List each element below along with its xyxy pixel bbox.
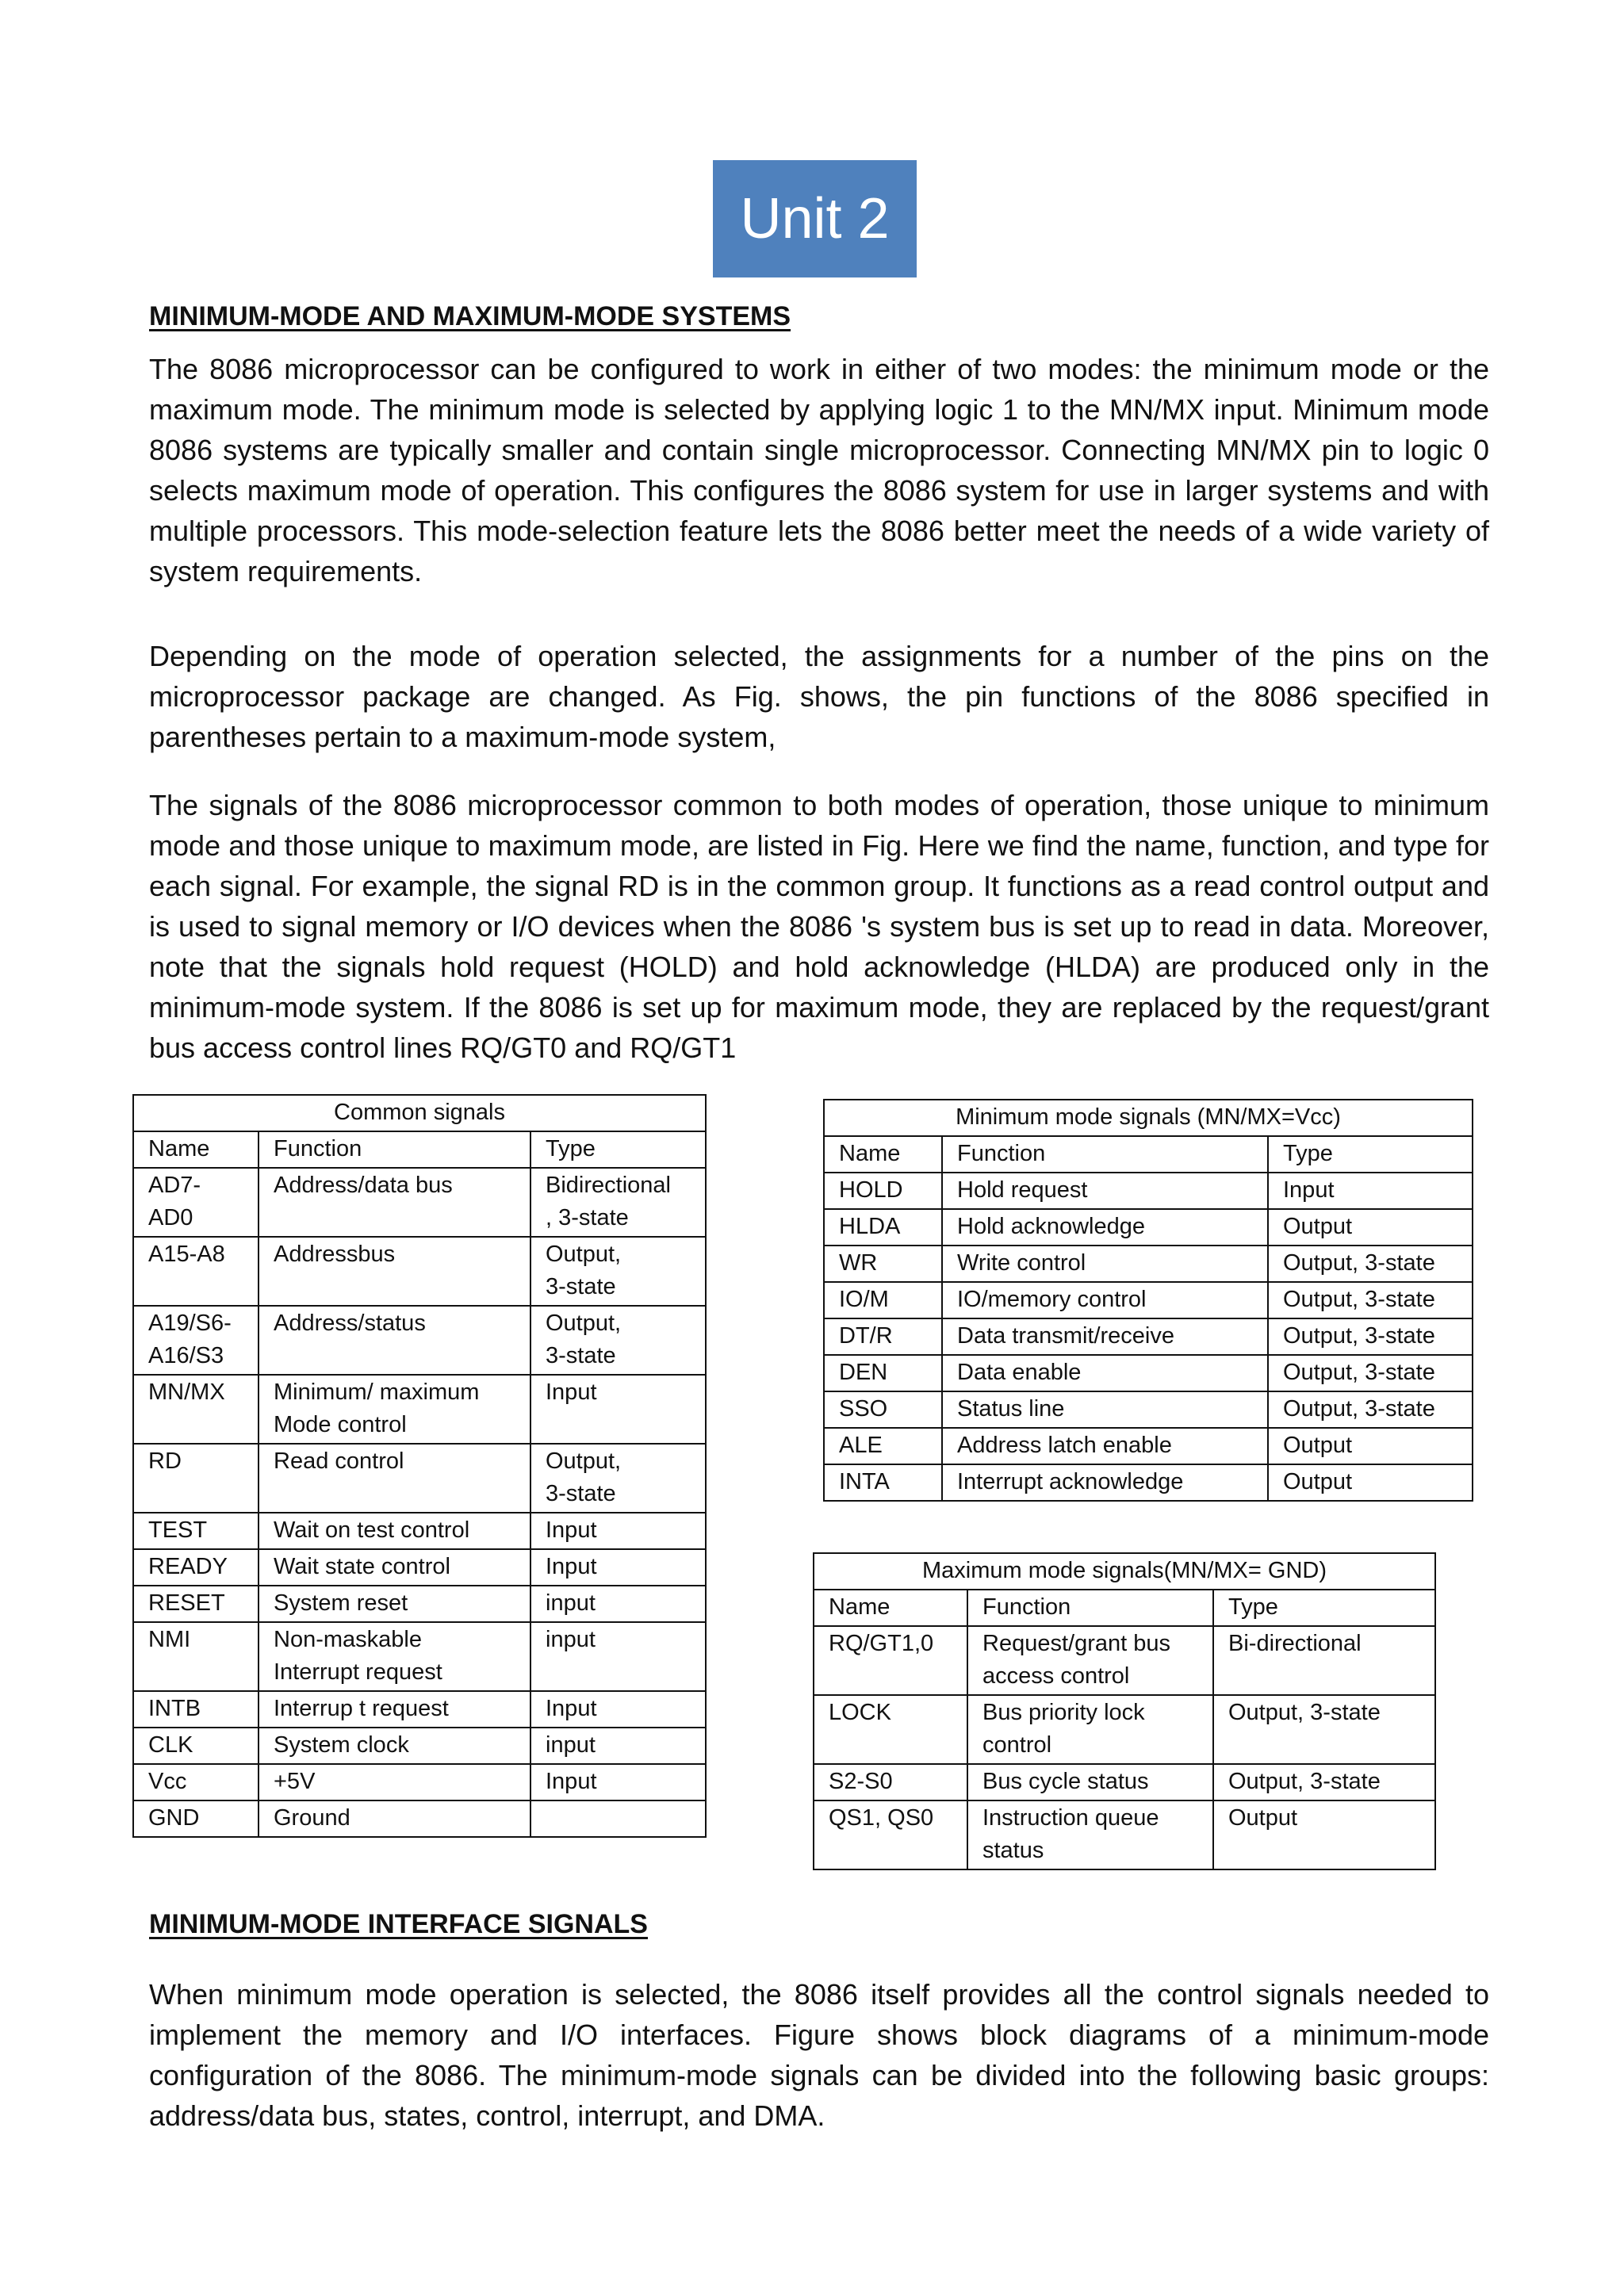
signal-type-cell: [530, 1444, 706, 1513]
table-caption-row: [133, 1095, 706, 1131]
cell-line: MN/MX: [148, 1380, 225, 1405]
cell-line: IO/memory control: [957, 1287, 1147, 1312]
signal-function-cell: [259, 1237, 530, 1306]
signal-type-cell: [530, 1728, 706, 1764]
table-row: [133, 1237, 706, 1306]
signal-type-cell: [530, 1800, 706, 1837]
cell-line: Input: [1283, 1177, 1335, 1203]
signal-function-cell: [259, 1513, 530, 1549]
signal-function-cell: [259, 1622, 530, 1691]
cell-line: 3-state: [546, 1343, 616, 1368]
signal-name-cell: [814, 1695, 967, 1764]
cell-line: CLK: [148, 1732, 193, 1758]
cell-line: Interrup t request: [274, 1696, 449, 1721]
cell-line: status: [982, 1838, 1044, 1863]
signal-name-cell: [824, 1209, 942, 1246]
table-row: [824, 1246, 1473, 1282]
table-row: [824, 1282, 1473, 1318]
column-header: Name: [133, 1131, 259, 1168]
cell-line: Input: [546, 1696, 597, 1721]
cell-line: READY: [148, 1554, 228, 1579]
signal-function-cell: [259, 1306, 530, 1375]
signal-name-cell: [133, 1237, 259, 1306]
table-row: [824, 1355, 1473, 1391]
signal-name-cell: [133, 1800, 259, 1837]
table-row: [824, 1209, 1473, 1246]
cell-line: Input: [546, 1517, 597, 1543]
cell-line: INTB: [148, 1696, 201, 1721]
table-row: [133, 1444, 706, 1513]
cell-line: SSO: [839, 1396, 888, 1422]
cell-line: HOLD: [839, 1177, 903, 1203]
cell-line: Output, 3-state: [1228, 1700, 1381, 1725]
signal-type-cell: [530, 1691, 706, 1728]
signal-name-cell: [824, 1282, 942, 1318]
signal-function-cell: [259, 1444, 530, 1513]
cell-line: Ground: [274, 1805, 350, 1831]
cell-line: Interrupt acknowledge: [957, 1469, 1184, 1494]
signal-type-cell: [1268, 1209, 1473, 1246]
signal-function-cell: [942, 1355, 1268, 1391]
signal-name-cell: [133, 1622, 259, 1691]
cell-line: Output: [1228, 1805, 1298, 1831]
table-row: [824, 1464, 1473, 1501]
cell-line: RESET: [148, 1590, 225, 1616]
cell-line: A16/S3: [148, 1343, 224, 1368]
column-header: Name: [824, 1136, 942, 1173]
cell-line: Read control: [274, 1448, 404, 1474]
section-heading-modes: MINIMUM-MODE AND MAXIMUM-MODE SYSTEMS: [149, 301, 791, 331]
cell-line: NMI: [148, 1627, 191, 1652]
table-row: [133, 1691, 706, 1728]
signal-type-cell: [1213, 1695, 1435, 1764]
signal-type-cell: [1268, 1355, 1473, 1391]
signal-function-cell: [942, 1209, 1268, 1246]
signal-type-cell: [530, 1764, 706, 1800]
table-row: [814, 1626, 1435, 1695]
cell-line: DT/R: [839, 1323, 893, 1349]
signal-function-cell: [942, 1464, 1268, 1501]
signal-name-cell: [133, 1586, 259, 1622]
cell-line: Data enable: [957, 1360, 1082, 1385]
signal-name-cell: [824, 1464, 942, 1501]
cell-line: Address latch enable: [957, 1433, 1172, 1458]
column-header: Type: [1268, 1136, 1473, 1173]
signal-function-cell: [259, 1728, 530, 1764]
signal-function-cell: [967, 1800, 1213, 1869]
cell-line: RD: [148, 1448, 182, 1474]
cell-line: Status line: [957, 1396, 1065, 1422]
table-header-row: [133, 1131, 706, 1168]
cell-line: System reset: [274, 1590, 408, 1616]
cell-line: +5V: [274, 1769, 316, 1794]
signal-name-cell: [824, 1173, 942, 1209]
signal-type-cell: [1268, 1173, 1473, 1209]
cell-line: Non-maskable: [274, 1627, 422, 1652]
cell-line: Output, 3-state: [1283, 1396, 1435, 1422]
cell-line: AD7-: [148, 1173, 201, 1198]
cell-line: A15-A8: [148, 1242, 225, 1267]
column-header: Function: [967, 1590, 1213, 1626]
cell-line: 3-state: [546, 1274, 616, 1299]
signal-type-cell: [1268, 1428, 1473, 1464]
unit-title-box: [713, 160, 917, 277]
signal-name-cell: [133, 1306, 259, 1375]
signal-name-cell: [814, 1800, 967, 1869]
paragraph-interface-signals: When minimum mode operation is selected, the 8086 itself provides all the control signals needed to implement the memory and I/O interfaces. Figure shows block diagrams of a minimum-mode configuration of the 8086. The minimum-mode signals can be divided into the following basic groups: address/data bus, states, control, interrupt, and DMA.: [149, 1978, 1489, 2132]
cell-line: Wait state control: [274, 1554, 450, 1579]
cell-line: TEST: [148, 1517, 208, 1543]
section-heading-interface: MINIMUM-MODE INTERFACE SIGNALS: [149, 1909, 648, 1939]
signal-function-cell: [259, 1691, 530, 1728]
signal-name-cell: [824, 1318, 942, 1355]
cell-line: Addressbus: [274, 1242, 396, 1267]
signal-name-cell: [824, 1391, 942, 1428]
cell-line: Input: [546, 1554, 597, 1579]
cell-line: Address/status: [274, 1311, 426, 1336]
maximum-mode-signals-table: [813, 1552, 1436, 1870]
cell-line: access control: [982, 1663, 1130, 1689]
table-row: [814, 1800, 1435, 1869]
cell-line: Mode control: [274, 1412, 407, 1437]
cell-line: input: [546, 1627, 596, 1652]
signal-name-cell: [133, 1764, 259, 1800]
signal-type-cell: [530, 1237, 706, 1306]
cell-line: S2-S0: [829, 1769, 893, 1794]
cell-line: IO/M: [839, 1287, 889, 1312]
column-header: Type: [1213, 1590, 1435, 1626]
minimum-mode-signals-table: [823, 1099, 1473, 1502]
cell-line: Output: [1283, 1433, 1353, 1458]
table-title: Minimum mode signals (MN/MX=Vcc): [824, 1100, 1473, 1136]
signal-name-cell: [133, 1513, 259, 1549]
signal-function-cell: [259, 1168, 530, 1237]
common-signals-table: [132, 1094, 707, 1838]
signal-function-cell: [942, 1282, 1268, 1318]
column-header: Function: [259, 1131, 530, 1168]
cell-line: Address/data bus: [274, 1173, 453, 1198]
signal-name-cell: [814, 1764, 967, 1800]
table-row: [824, 1428, 1473, 1464]
cell-line: Output,: [546, 1311, 622, 1336]
signal-type-cell: [530, 1549, 706, 1586]
signal-name-cell: [824, 1428, 942, 1464]
column-header: Name: [814, 1590, 967, 1626]
signal-type-cell: [530, 1168, 706, 1237]
cell-line: , 3-state: [546, 1205, 629, 1230]
cell-line: Output,: [546, 1448, 622, 1474]
table-title: Maximum mode signals(MN/MX= GND): [814, 1553, 1435, 1590]
signal-type-cell: [1268, 1391, 1473, 1428]
table-header-row: [824, 1136, 1473, 1173]
cell-line: Instruction queue: [982, 1805, 1159, 1831]
signal-name-cell: [133, 1375, 259, 1444]
signal-name-cell: [133, 1444, 259, 1513]
signal-function-cell: [942, 1318, 1268, 1355]
unit-title: Unit 2: [740, 187, 890, 251]
cell-line: Output, 3-state: [1283, 1360, 1435, 1385]
cell-line: Output,: [546, 1242, 622, 1267]
signal-type-cell: [530, 1306, 706, 1375]
signal-function-cell: [942, 1173, 1268, 1209]
cell-line: 3-state: [546, 1481, 616, 1506]
signal-function-cell: [259, 1586, 530, 1622]
table-caption-row: [814, 1553, 1435, 1590]
cell-line: ALE: [839, 1433, 883, 1458]
cell-line: System clock: [274, 1732, 409, 1758]
cell-line: HLDA: [839, 1214, 901, 1239]
cell-line: Minimum/ maximum: [274, 1380, 480, 1405]
cell-line: Bi-directional: [1228, 1631, 1362, 1656]
signal-function-cell: [942, 1391, 1268, 1428]
cell-line: Wait on test control: [274, 1517, 470, 1543]
signal-name-cell: [133, 1168, 259, 1237]
signal-function-cell: [967, 1626, 1213, 1695]
signal-function-cell: [259, 1764, 530, 1800]
signal-name-cell: [133, 1549, 259, 1586]
signal-type-cell: [1268, 1464, 1473, 1501]
signal-type-cell: [1213, 1764, 1435, 1800]
cell-line: Interrupt request: [274, 1659, 442, 1685]
cell-line: Output, 3-state: [1283, 1250, 1435, 1276]
signal-function-cell: [967, 1695, 1213, 1764]
signal-name-cell: [133, 1728, 259, 1764]
table-row: [133, 1513, 706, 1549]
cell-line: Vcc: [148, 1769, 187, 1794]
paragraph-pin-assignments: Depending on the mode of operation selected, the assignments for a number of the pins on the microprocessor package are changed. As Fig. shows, the pin functions of the 8086 specified in parentheses pertain to a maximum-mode system,: [149, 640, 1489, 753]
table-row: [133, 1586, 706, 1622]
paragraph-modes-intro: The 8086 microprocessor can be configured to work in either of two modes: the minimum mode or the maximum mode. The minimum mode is selected by applying logic 1 to the MN/MX input. Minimum mode 8086 systems are typically smaller and contain single microprocessor. Connecting MN/MX pin to logic 0 selects maximum mode of operation. This configures the 8086 system for use in larger systems and with multiple processors. This mode-selection feature lets the 8086 better meet the needs of a wide variety of system requirements.: [149, 353, 1489, 587]
cell-line: Data transmit/receive: [957, 1323, 1174, 1349]
table-row: [133, 1728, 706, 1764]
cell-line: Output, 3-state: [1228, 1769, 1381, 1794]
cell-line: Input: [546, 1380, 597, 1405]
cell-line: Bus priority lock: [982, 1700, 1145, 1725]
cell-line: Request/grant bus: [982, 1631, 1170, 1656]
signal-type-cell: [1268, 1318, 1473, 1355]
signal-name-cell: [824, 1246, 942, 1282]
table-row: [133, 1168, 706, 1237]
cell-line: input: [546, 1732, 596, 1758]
signal-function-cell: [259, 1800, 530, 1837]
cell-line: Output: [1283, 1214, 1353, 1239]
signal-name-cell: [824, 1355, 942, 1391]
table-row: [133, 1549, 706, 1586]
table-row: [133, 1764, 706, 1800]
cell-line: Output, 3-state: [1283, 1323, 1435, 1349]
table-caption-row: [824, 1100, 1473, 1136]
signal-type-cell: [530, 1513, 706, 1549]
signal-name-cell: [133, 1691, 259, 1728]
signal-type-cell: [530, 1586, 706, 1622]
cell-line: QS1, QS0: [829, 1805, 934, 1831]
paragraph-signal-groups: The signals of the 8086 microprocessor common to both modes of operation, those unique to minimum mode and those unique to maximum mode, are listed in Fig. Here we find the name, function, and type for each signal. For example, the signal RD is in the common group. It functions as a read control output and is used to signal memory or I/O devices when the 8086 's system bus is set up to read in data. Moreover, note that the signals hold request (HOLD) and hold acknowledge (HLDA) are produced only in the minimum-mode system. If the 8086 is set up for maximum mode, they are replaced by the request/grant bus access control lines RQ/GT0 and RQ/GT1: [149, 789, 1489, 1064]
signal-function-cell: [942, 1246, 1268, 1282]
signal-function-cell: [259, 1549, 530, 1586]
table-row: [824, 1173, 1473, 1209]
table-title: Common signals: [133, 1095, 706, 1131]
table-row: [814, 1695, 1435, 1764]
cell-line: LOCK: [829, 1700, 891, 1725]
signal-function-cell: [942, 1428, 1268, 1464]
cell-line: AD0: [148, 1205, 193, 1230]
signal-name-cell: [814, 1626, 967, 1695]
cell-line: A19/S6-: [148, 1311, 232, 1336]
cell-line: Write control: [957, 1250, 1086, 1276]
cell-line: RQ/GT1,0: [829, 1631, 934, 1656]
cell-line: WR: [839, 1250, 878, 1276]
cell-line: Input: [546, 1769, 597, 1794]
cell-line: input: [546, 1590, 596, 1616]
signal-function-cell: [967, 1764, 1213, 1800]
cell-line: Output: [1283, 1469, 1353, 1494]
column-header: Function: [942, 1136, 1268, 1173]
cell-line: control: [982, 1732, 1052, 1758]
table-header-row: [814, 1590, 1435, 1626]
table-row: [133, 1622, 706, 1691]
signal-type-cell: [1213, 1626, 1435, 1695]
cell-line: Hold request: [957, 1177, 1088, 1203]
table-row: [824, 1318, 1473, 1355]
cell-line: GND: [148, 1805, 200, 1831]
signal-type-cell: [1213, 1800, 1435, 1869]
column-header: Type: [530, 1131, 706, 1168]
cell-line: DEN: [839, 1360, 888, 1385]
signal-function-cell: [259, 1375, 530, 1444]
table-row: [133, 1375, 706, 1444]
signal-type-cell: [530, 1622, 706, 1691]
table-row: [824, 1391, 1473, 1428]
signal-type-cell: [1268, 1282, 1473, 1318]
table-row: [133, 1306, 706, 1375]
signal-type-cell: [530, 1375, 706, 1444]
cell-line: Bidirectional: [546, 1173, 671, 1198]
cell-line: Output, 3-state: [1283, 1287, 1435, 1312]
cell-line: INTA: [839, 1469, 890, 1494]
signal-type-cell: [1268, 1246, 1473, 1282]
table-row: [133, 1800, 706, 1837]
table-row: [814, 1764, 1435, 1800]
cell-line: Bus cycle status: [982, 1769, 1149, 1794]
cell-line: Hold acknowledge: [957, 1214, 1145, 1239]
